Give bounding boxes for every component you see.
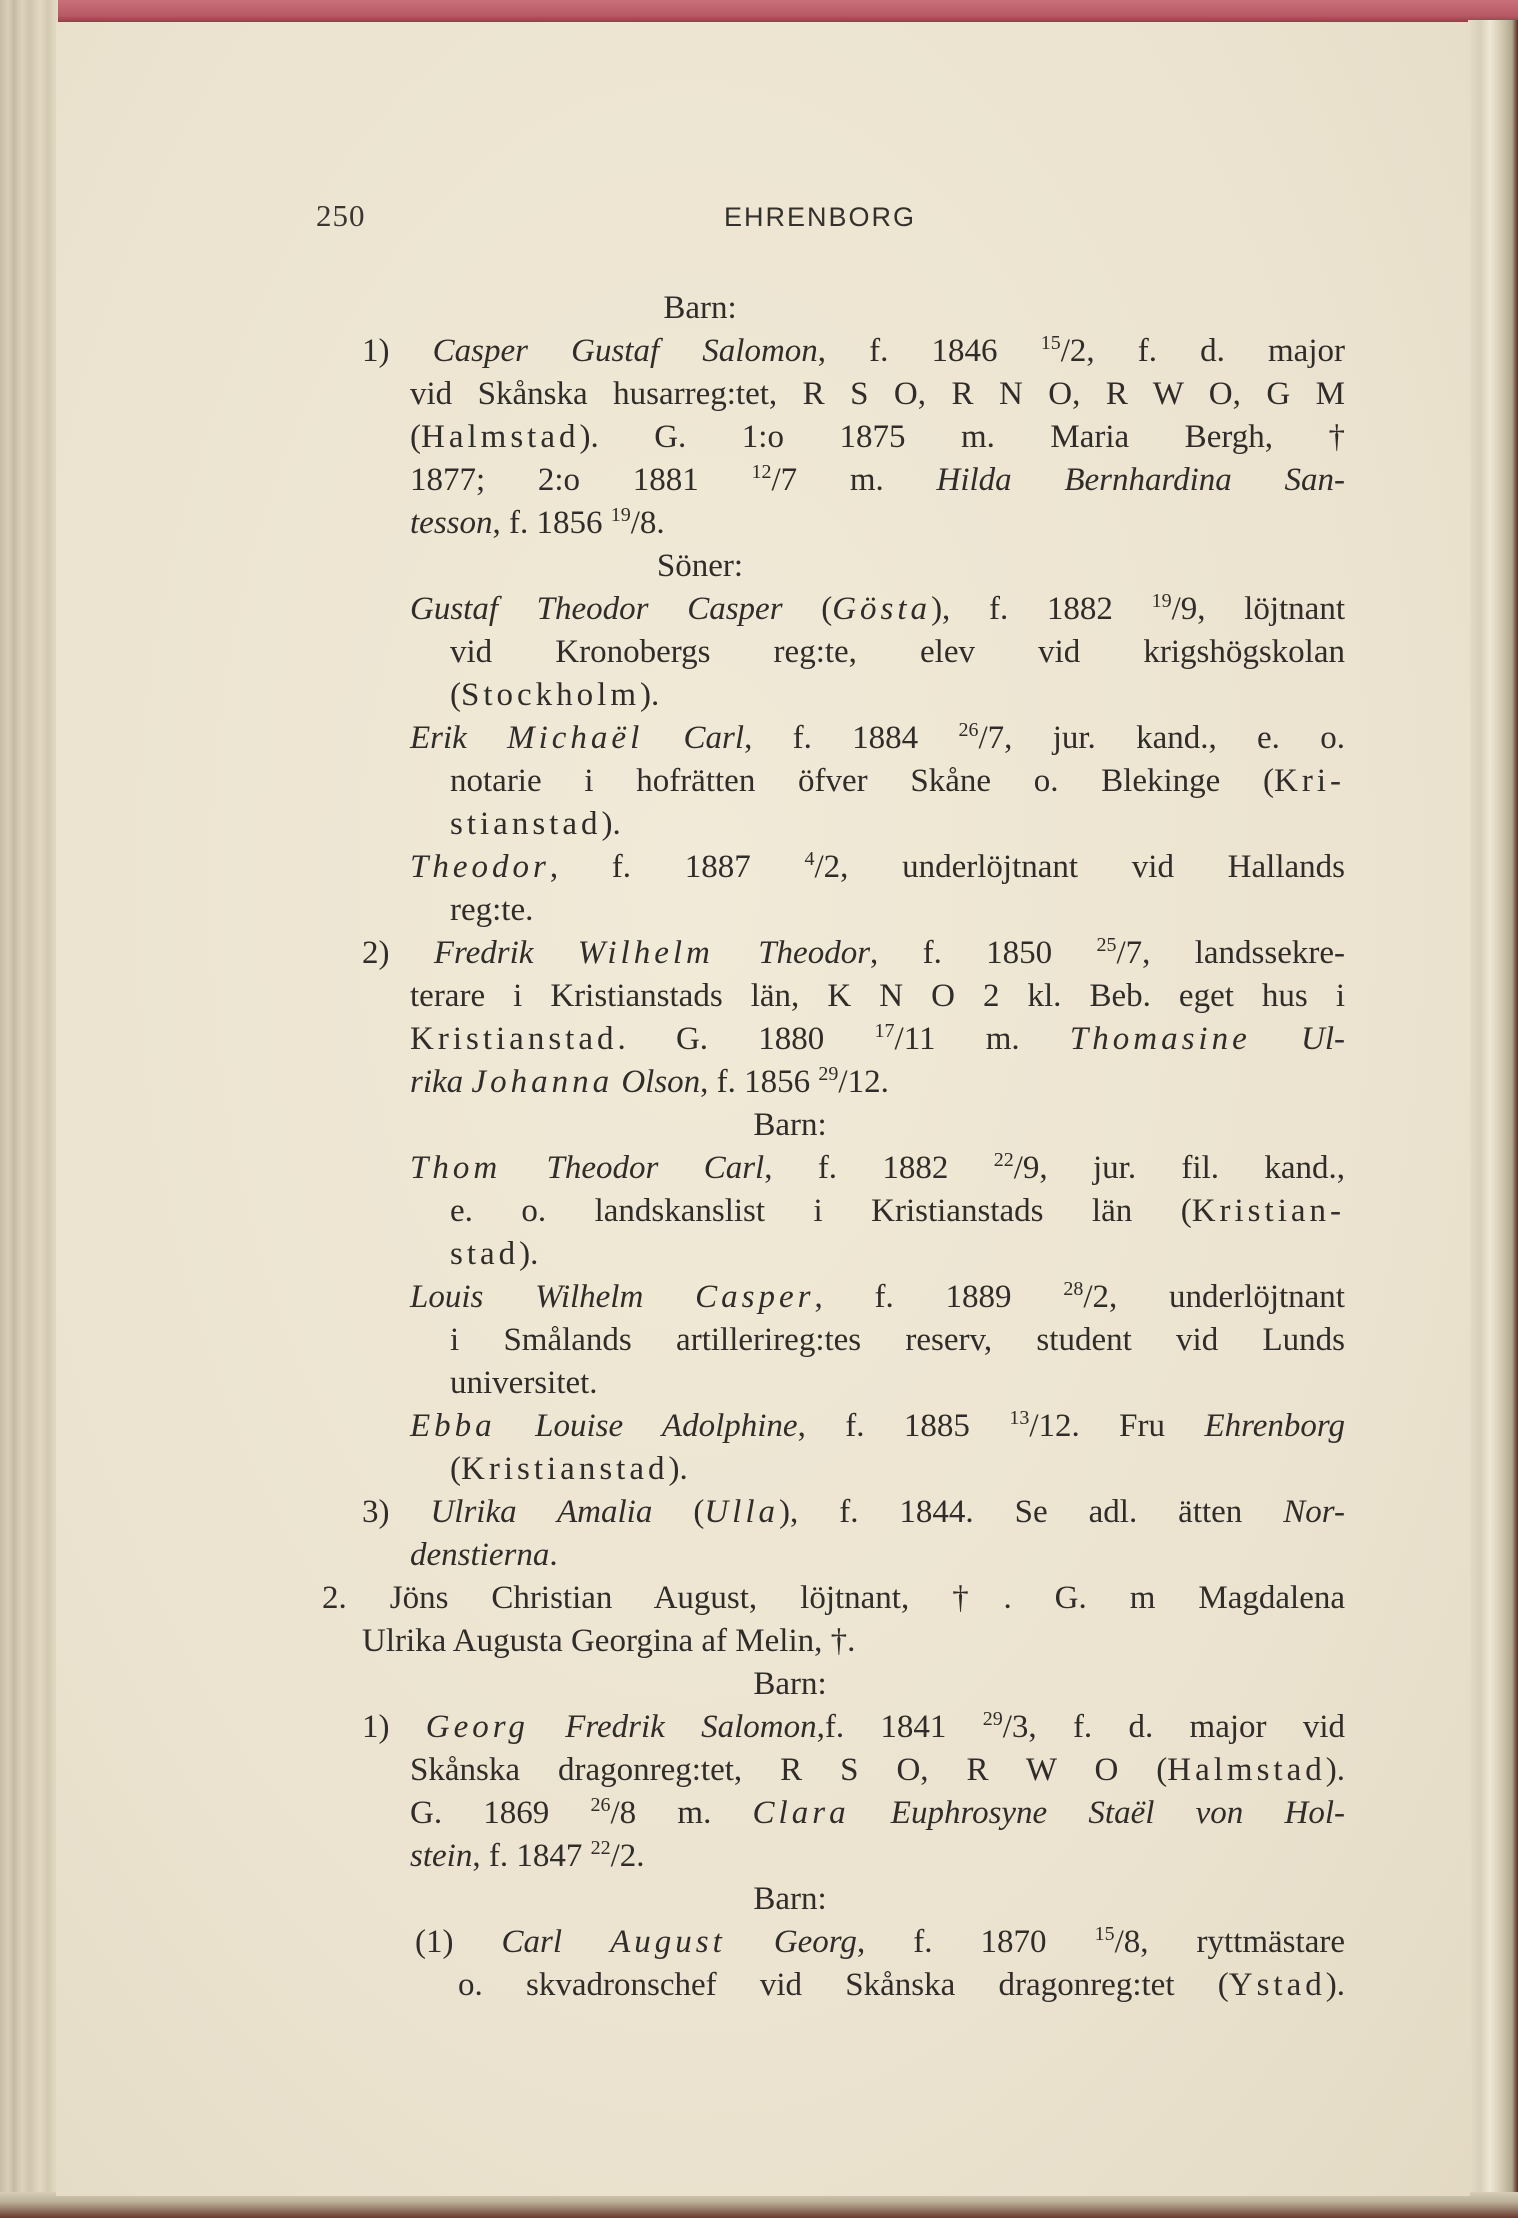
text-line: Gustaf Theodor Casper (Gösta), f. 1882 $^{19}$/9, löjtnant [410, 590, 1345, 627]
text-line: (Halmstad). G. 1:o 1875 m. Maria Bergh, † [410, 419, 1345, 455]
text-line: stein, f. 1847 $^{22}$/2. [410, 1837, 645, 1874]
text-line: Ulrika Augusta Georgina af Melin, †. [362, 1623, 856, 1659]
text-line: (1) Carl August Georg, f. 1870 $^{15}$/8, ryttmästare [415, 1923, 1345, 1960]
page-number: 250 [316, 198, 366, 233]
text-line: 2) Fredrik Wilhelm Theodor, f. 1850 $^{25}$/7, landssekre- [362, 934, 1345, 971]
text-line: tesson, f. 1856 $^{19}$/8. [410, 504, 665, 541]
text-line: (Stockholm). [450, 677, 660, 713]
section-heading: Barn: [753, 1666, 827, 1702]
text-line: Skånska dragonreg:tet, R S O, R W O (Halmstad). [410, 1752, 1345, 1788]
section-heading: Barn: [753, 1881, 827, 1917]
text-line: 2. Jöns Christian August, löjtnant, †. G. m Magdalena [322, 1580, 1345, 1616]
text-line: terare i Kristianstads län, K N O 2 kl. Beb. eget hus i [410, 978, 1345, 1014]
text-line: Louis Wilhelm Casper, f. 1889 $^{28}$/2, underlöjtnant [410, 1278, 1345, 1315]
text-line: stad). [450, 1236, 539, 1272]
running-head: EHRENBORG [724, 202, 917, 232]
text-line: reg:te. [450, 892, 534, 928]
text-line: o. skvadronschef vid Skånska dragonreg:tet (Ystad). [458, 1967, 1345, 2003]
text-line: 1877; 2:o 1881 $^{12}$/7 m. Hilda Bernhardina San- [410, 461, 1345, 498]
text-line: Thom Theodor Carl, f. 1882 $^{22}$/9, jur. fil. kand., [410, 1149, 1345, 1186]
text-line: 3) Ulrika Amalia (Ulla), f. 1844. Se adl. ätten Nor- [362, 1494, 1345, 1530]
page-header [316, 198, 946, 244]
text-line: Erik Michaël Carl, f. 1884 $^{26}$/7, jur. kand., e. o. [410, 719, 1345, 756]
text-line: vid Kronobergs reg:te, elev vid krigshögskolan [450, 634, 1345, 670]
text-line: vid Skånska husarreg:tet, R S O, R N O, R W O, G M [410, 376, 1345, 412]
text-line: rika Johanna Olson, f. 1856 $^{29}$/12. [410, 1063, 889, 1100]
text-line: notarie i hofrätten öfver Skåne o. Blekinge (Kri- [450, 763, 1345, 799]
text-line: i Smålands artillerireg:tes reserv, student vid Lunds [450, 1322, 1345, 1358]
text-line: Theodor, f. 1887 $^4$/2, underlöjtnant vid Hallands [410, 848, 1345, 885]
text-line: Kristianstad. G. 1880 $^{17}$/11 m. Thomasine Ul- [410, 1020, 1345, 1057]
text-line: G. 1869 $^{26}$/8 m. Clara Euphrosyne Staël von Hol- [410, 1794, 1345, 1831]
text-line: Ebba Louise Adolphine, f. 1885 $^{13}$/12. Fru Ehrenborg [410, 1407, 1345, 1444]
text-line: 1) Casper Gustaf Salomon, f. 1846 $^{15}$/2, f. d. major [362, 332, 1345, 369]
section-heading: Barn: [753, 1107, 827, 1143]
text-line: stianstad). [450, 806, 621, 842]
section-heading: Barn: [663, 290, 737, 326]
text-line: denstierna. [410, 1537, 558, 1573]
text-line: 1) Georg Fredrik Salomon,f. 1841 $^{29}$/3, f. d. major vid [362, 1708, 1345, 1745]
text-line: e. o. landskanslist i Kristianstads län (Kristian- [450, 1193, 1345, 1229]
section-heading: Söner: [656, 548, 744, 584]
text-line: universitet. [450, 1365, 598, 1401]
book-page-stack-left [0, 0, 58, 2218]
book-page-stack-right [1468, 20, 1518, 2218]
text-line: (Kristianstad). [450, 1451, 688, 1487]
